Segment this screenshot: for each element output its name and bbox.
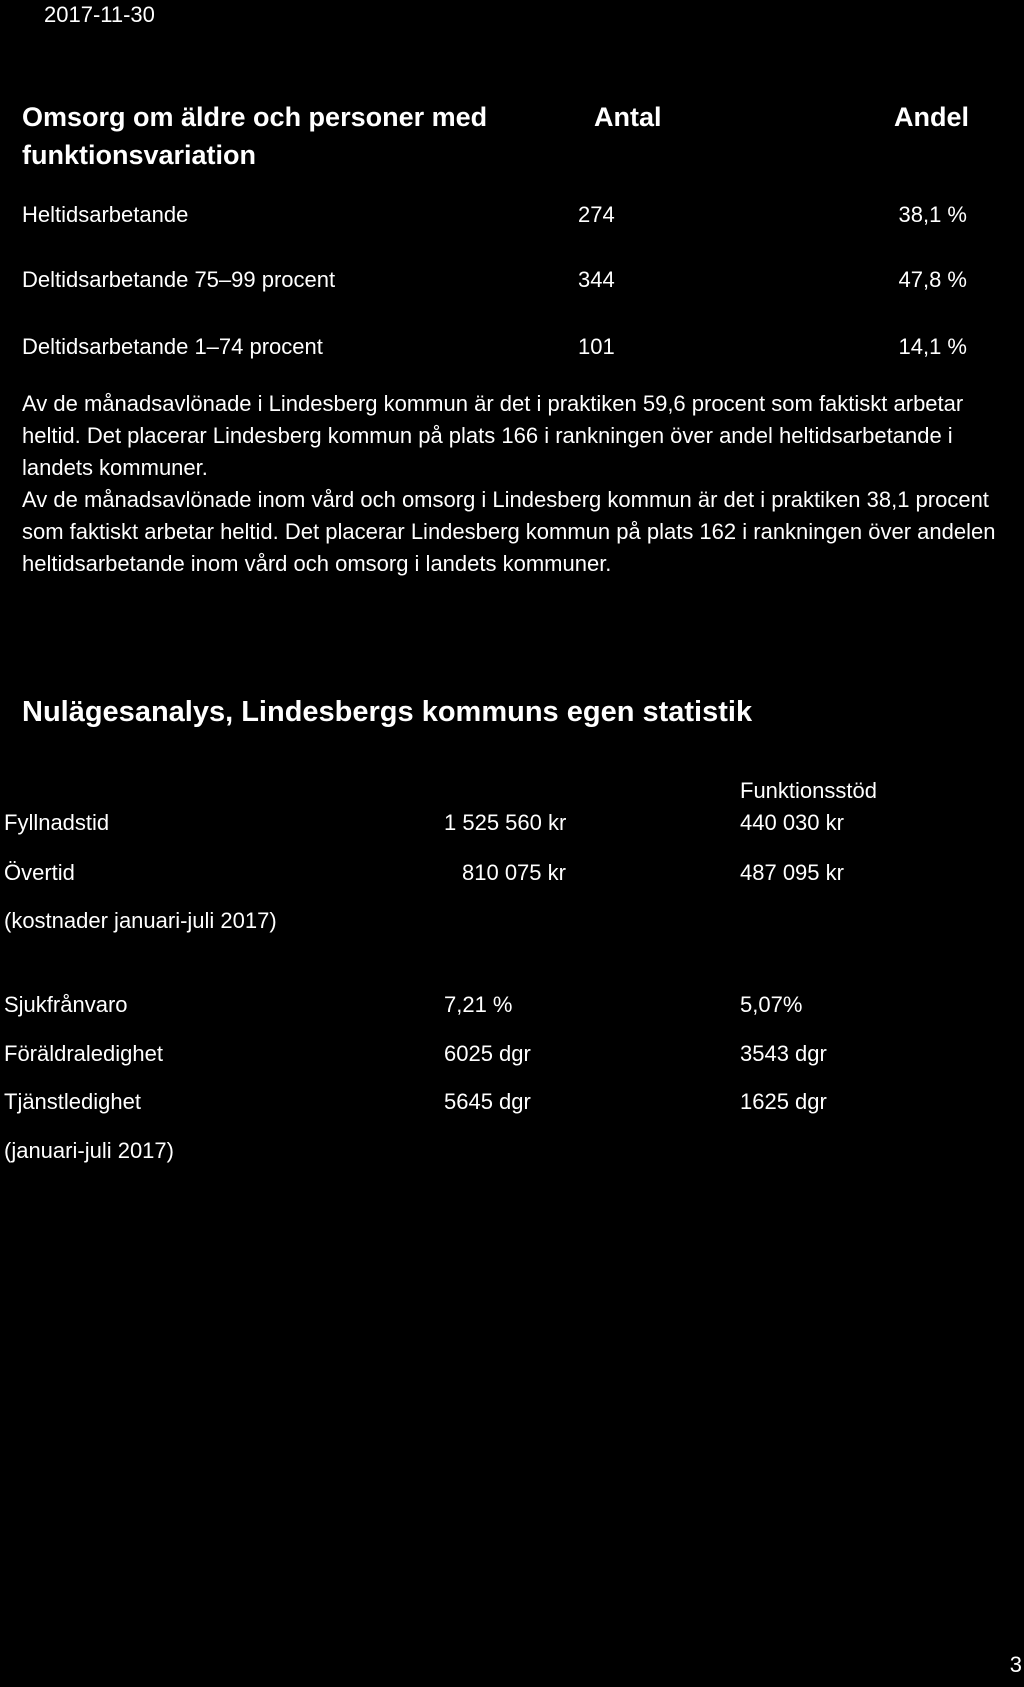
paragraph: Av de månadsavlönade i Lindesberg kommun är det i praktiken 59,6 procent som faktiskt arbetar heltid. Det placerar Lindesberg kommun på plats 166 i rankningen över andel heltidsarbetande i landets kommuner. (22, 391, 964, 480)
table-row-label: Deltidsarbetande 75–99 procent (22, 267, 336, 292)
stat-value-funktionsstod: 1625 dgr (740, 1089, 827, 1114)
stat-value-funktionsstod: 3543 dgr (740, 1041, 827, 1066)
table-row-andel: 38,1 % (898, 202, 967, 227)
table-title-line1: Omsorg om äldre och personer med (22, 102, 488, 132)
section-title: Nulägesanalys, Lindesbergs kommuns egen statistik (22, 696, 753, 728)
stat-label: Övertid (4, 860, 75, 885)
costs-note: (kostnader januari-juli 2017) (4, 908, 277, 933)
table-row-antal: 274 (578, 202, 615, 227)
column-header-funktionsstod: Funktionsstöd (740, 778, 877, 803)
column-header-andel: Andel (894, 102, 970, 132)
document-date: 2017-11-30 (44, 2, 155, 27)
column-header-antal: Antal (594, 102, 662, 132)
stat-label: Sjukfrånvaro (4, 992, 128, 1017)
table-row-label: Deltidsarbetande 1–74 procent (22, 334, 323, 359)
table-row-andel: 47,8 % (898, 267, 967, 292)
paragraph: Av de månadsavlönade inom vård och omsorg i Lindesberg kommun är det i praktiken 38,1 procent som faktiskt arbetar heltid. Det placerar Lindesberg kommun på plats 162 i rankningen över andelen heltidsarbetande inom vård och omsorg i landets kommuner. (22, 487, 996, 576)
table-row-antal: 344 (578, 267, 615, 292)
stat-label: Fyllnadstid (4, 810, 110, 835)
table-row-label: Heltidsarbetande (22, 202, 189, 227)
table-row-antal: 101 (578, 334, 615, 359)
table-row-andel: 14,1 % (898, 334, 967, 359)
stat-label: Tjänstledighet (4, 1089, 141, 1114)
table-title-line2: funktionsvariation (22, 140, 257, 170)
body-text (22, 388, 1007, 580)
stat-value-funktionsstod: 5,07% (740, 992, 803, 1017)
stat-value: 5645 dgr (444, 1089, 531, 1114)
absence-note: (januari-juli 2017) (4, 1138, 174, 1163)
stat-value-funktionsstod: 440 030 kr (740, 810, 844, 835)
page-number: 3 (1009, 1652, 1022, 1677)
stat-value: 1 525 560 kr (444, 810, 567, 835)
stat-value-funktionsstod: 487 095 kr (740, 860, 844, 885)
stat-value: 810 075 kr (462, 860, 566, 885)
stat-value: 6025 dgr (444, 1041, 531, 1066)
stat-label: Föräldraledighet (4, 1041, 163, 1066)
stat-value: 7,21 % (444, 992, 513, 1017)
